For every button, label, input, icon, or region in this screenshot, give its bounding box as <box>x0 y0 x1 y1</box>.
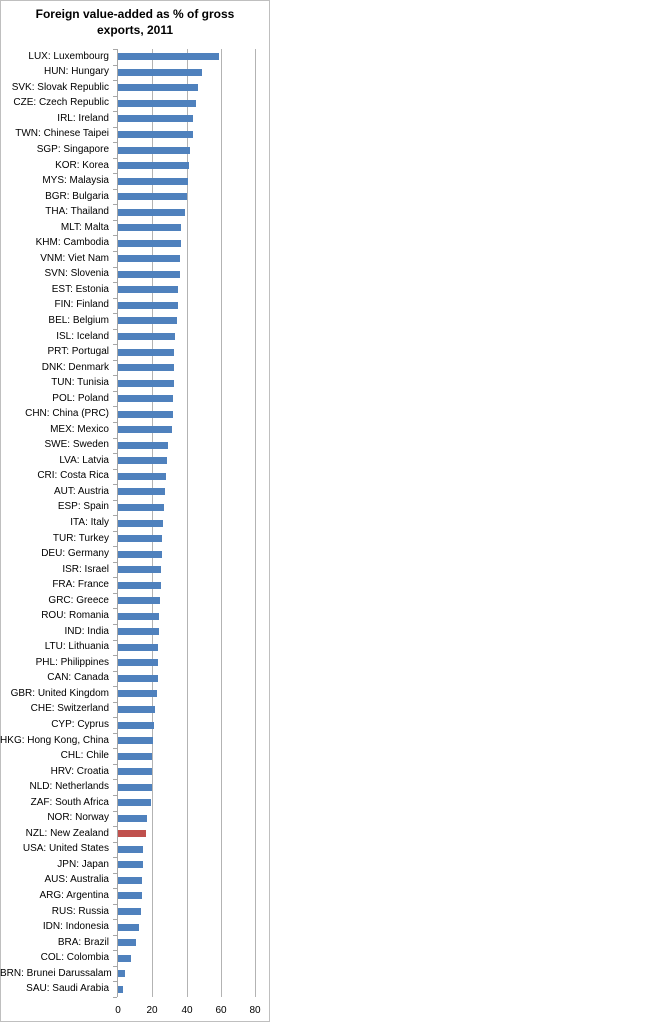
y-axis-tick <box>113 453 117 454</box>
bar <box>118 395 173 402</box>
y-axis-tick <box>113 422 117 423</box>
bar <box>118 473 166 480</box>
category-label: CHN: China (PRC) <box>25 408 109 419</box>
bar <box>118 737 153 744</box>
category-label: CZE: Czech Republic <box>13 97 109 108</box>
bar <box>118 892 142 899</box>
bar <box>118 411 173 418</box>
bar <box>118 970 125 977</box>
y-axis-tick <box>113 577 117 578</box>
category-label: IDN: Indonesia <box>42 921 109 932</box>
y-axis-tick <box>113 919 117 920</box>
category-label: TUR: Turkey <box>52 533 109 544</box>
category-label: SAU: Saudi Arabia <box>26 983 109 994</box>
x-tick-label: 0 <box>115 1005 121 1016</box>
y-axis-tick <box>113 546 117 547</box>
category-label: THA: Thailand <box>45 206 109 217</box>
bar <box>118 193 187 200</box>
bar <box>118 924 139 931</box>
x-tick-label: 60 <box>215 1005 227 1016</box>
bar <box>118 442 168 449</box>
bar <box>118 426 172 433</box>
y-axis-tick <box>113 640 117 641</box>
bar <box>118 302 178 309</box>
bar <box>118 504 164 511</box>
category-label: BRA: Brazil <box>57 937 109 948</box>
category-label: ESP: Spain <box>57 501 109 512</box>
bar <box>118 53 219 60</box>
category-label: ISR: Israel <box>62 564 109 575</box>
y-axis-tick <box>113 344 117 345</box>
bar <box>118 380 174 387</box>
y-axis-tick <box>113 873 117 874</box>
category-label: MEX: Mexico <box>50 424 109 435</box>
bar <box>118 209 185 216</box>
category-label: EST: Estonia <box>51 284 109 295</box>
y-axis-tick <box>113 857 117 858</box>
y-axis-tick <box>113 811 117 812</box>
bar <box>118 84 198 91</box>
chart-title <box>0 6 270 38</box>
bar <box>118 861 143 868</box>
y-axis-tick <box>113 251 117 252</box>
y-axis-tick <box>113 935 117 936</box>
category-label: ARG: Argentina <box>39 890 109 901</box>
bar <box>118 535 162 542</box>
y-axis-tick <box>113 795 117 796</box>
gridline-80 <box>255 49 256 997</box>
gridline-40 <box>187 49 188 997</box>
bar <box>118 162 189 169</box>
category-label: RUS: Russia <box>51 906 109 917</box>
bar <box>118 784 152 791</box>
bar <box>118 753 152 760</box>
bar <box>118 628 159 635</box>
y-axis-tick <box>113 158 117 159</box>
bar <box>118 271 180 278</box>
category-label: SVN: Slovenia <box>44 268 109 279</box>
category-label: CAN: Canada <box>47 672 109 683</box>
y-axis-tick <box>113 748 117 749</box>
bar <box>118 349 174 356</box>
gridline-60 <box>221 49 222 997</box>
bar <box>118 286 178 293</box>
y-axis-tick <box>113 469 117 470</box>
x-tick-label: 20 <box>146 1005 158 1016</box>
category-label: COL: Colombia <box>40 952 109 963</box>
y-axis-tick <box>113 733 117 734</box>
bar <box>118 255 180 262</box>
y-axis-tick <box>113 717 117 718</box>
bar <box>118 659 158 666</box>
bar <box>118 722 154 729</box>
bar <box>118 566 161 573</box>
category-label: KOR: Korea <box>55 160 109 171</box>
y-axis-tick <box>113 826 117 827</box>
y-axis-tick <box>113 96 117 97</box>
bar <box>118 613 159 620</box>
category-label: POL: Poland <box>52 393 109 404</box>
category-label: IND: India <box>64 626 109 637</box>
category-label: MLT: Malta <box>60 222 109 233</box>
category-label: CRI: Costa Rica <box>37 470 109 481</box>
y-axis-tick <box>113 671 117 672</box>
category-label: HUN: Hungary <box>43 66 109 77</box>
y-axis-tick <box>113 313 117 314</box>
bar <box>118 100 196 107</box>
bar <box>118 939 136 946</box>
y-axis-tick <box>113 142 117 143</box>
bar <box>118 178 188 185</box>
category-label: CHE: Switzerland <box>30 703 109 714</box>
bar <box>118 799 151 806</box>
category-label: SVK: Slovak Republic <box>11 82 109 93</box>
category-label: LTU: Lithuania <box>44 641 109 652</box>
category-label: DNK: Denmark <box>41 362 109 373</box>
category-label: HKG: Hong Kong, China <box>0 735 109 746</box>
y-axis-tick <box>113 562 117 563</box>
bar <box>118 488 165 495</box>
category-label: USA: United States <box>22 843 109 854</box>
category-label: IRL: Ireland <box>57 113 109 124</box>
y-axis-tick <box>113 608 117 609</box>
bar <box>118 815 147 822</box>
y-axis-tick <box>113 375 117 376</box>
category-label: PRT: Portugal <box>47 346 109 357</box>
y-axis-tick <box>113 484 117 485</box>
category-label: GBR: United Kingdom <box>10 688 109 699</box>
y-axis-tick <box>113 764 117 765</box>
y-axis-tick <box>113 950 117 951</box>
y-axis-tick <box>113 904 117 905</box>
category-label: SWE: Sweden <box>44 439 109 450</box>
y-axis-tick <box>113 80 117 81</box>
category-label: CYP: Cyprus <box>51 719 109 730</box>
category-label: VNM: Viet Nam <box>40 253 109 264</box>
category-label: NZL: New Zealand <box>25 828 109 839</box>
category-label: GRC: Greece <box>48 595 109 606</box>
x-tick-label: 40 <box>181 1005 193 1016</box>
category-label: DEU: Germany <box>41 548 109 559</box>
y-axis-tick <box>113 686 117 687</box>
y-axis-tick <box>113 267 117 268</box>
y-axis-tick <box>113 235 117 236</box>
y-axis-tick <box>113 391 117 392</box>
category-label: FRA: France <box>52 579 109 590</box>
category-label: ISL: Iceland <box>56 331 109 342</box>
y-axis-tick <box>113 842 117 843</box>
bar <box>118 317 177 324</box>
y-axis-tick <box>113 981 117 982</box>
bar <box>118 333 175 340</box>
category-label: MYS: Malaysia <box>42 175 109 186</box>
category-label: NOR: Norway <box>47 812 109 823</box>
category-label: AUS: Australia <box>44 874 109 885</box>
y-axis-tick <box>113 406 117 407</box>
category-label: AUT: Austria <box>53 486 109 497</box>
bar <box>118 955 131 962</box>
bar <box>118 520 163 527</box>
category-label: NLD: Netherlands <box>29 781 109 792</box>
category-label: BRN: Brunei Darussalam <box>0 968 112 979</box>
y-axis-tick <box>113 204 117 205</box>
y-axis-tick <box>113 360 117 361</box>
y-axis-tick <box>113 779 117 780</box>
category-label: CHL: Chile <box>60 750 109 761</box>
y-axis-tick <box>113 438 117 439</box>
bar <box>118 147 190 154</box>
category-label: BEL: Belgium <box>48 315 109 326</box>
bar-highlight <box>118 830 146 837</box>
category-label: PHL: Philippines <box>35 657 109 668</box>
y-axis-tick <box>113 655 117 656</box>
y-axis-tick <box>113 65 117 66</box>
y-axis-tick <box>113 966 117 967</box>
chart-title-line-2: exports, 2011 <box>96 23 174 37</box>
bar <box>118 131 193 138</box>
y-axis-tick <box>113 702 117 703</box>
y-axis-tick <box>113 500 117 501</box>
bar <box>118 706 155 713</box>
bar <box>118 582 161 589</box>
y-axis-tick <box>113 515 117 516</box>
y-axis-tick <box>113 127 117 128</box>
y-axis-tick <box>113 220 117 221</box>
category-label: FIN: Finland <box>54 299 109 310</box>
y-axis-tick <box>113 189 117 190</box>
bar <box>118 364 174 371</box>
y-axis-tick <box>113 624 117 625</box>
y-axis-tick <box>113 49 117 50</box>
bar <box>118 551 162 558</box>
bar <box>118 69 202 76</box>
bar <box>118 690 157 697</box>
x-tick-label: 80 <box>249 1005 261 1016</box>
y-axis-tick <box>113 997 117 998</box>
y-axis-tick <box>113 888 117 889</box>
bar <box>118 115 193 122</box>
category-label: KHM: Cambodia <box>35 237 109 248</box>
category-label: ROU: Romania <box>41 610 109 621</box>
bar <box>118 877 142 884</box>
category-label: LUX: Luxembourg <box>28 51 109 62</box>
bar <box>118 908 141 915</box>
bar <box>118 846 143 853</box>
y-axis-tick <box>113 329 117 330</box>
y-axis-tick <box>113 298 117 299</box>
category-label: BGR: Bulgaria <box>45 191 109 202</box>
y-axis-tick <box>113 282 117 283</box>
y-axis-tick <box>113 531 117 532</box>
y-axis-tick <box>113 173 117 174</box>
category-label: JPN: Japan <box>57 859 109 870</box>
bar <box>118 986 123 993</box>
bar <box>118 457 167 464</box>
category-label: SGP: Singapore <box>36 144 109 155</box>
chart-title-line-1: Foreign value-added as % of gross <box>35 7 235 21</box>
category-label: TWN: Chinese Taipei <box>15 128 109 139</box>
bar <box>118 597 160 604</box>
category-label: ITA: Italy <box>70 517 109 528</box>
y-axis-tick <box>113 593 117 594</box>
category-label: TUN: Tunisia <box>51 377 109 388</box>
bar <box>118 224 181 231</box>
bar <box>118 768 152 775</box>
y-axis-tick <box>113 111 117 112</box>
bar <box>118 240 181 247</box>
category-label: LVA: Latvia <box>59 455 109 466</box>
bar <box>118 675 158 682</box>
category-label: HRV: Croatia <box>50 766 109 777</box>
category-label: ZAF: South Africa <box>30 797 109 808</box>
bar <box>118 644 158 651</box>
